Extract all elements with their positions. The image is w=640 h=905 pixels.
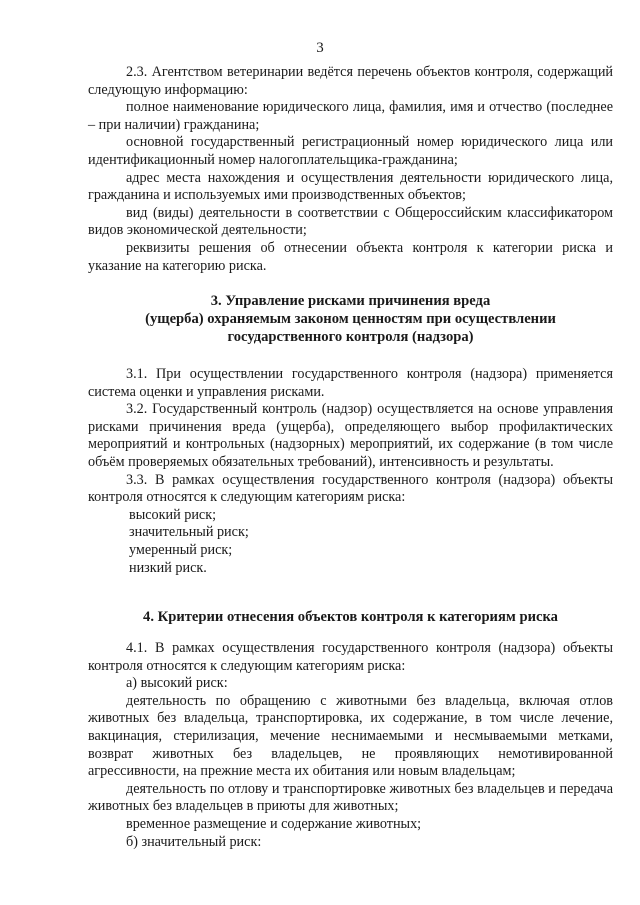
list-item: полное наименование юридического лица, фамилия, имя и отчество (последнее – при наличии) гражданина; — [88, 99, 613, 133]
section-4-body — [88, 640, 613, 851]
section-4-heading — [88, 608, 613, 626]
paragraph-3-1: 3.1. При осуществлении государственного контроля (надзора) применяется система оценки и управления рисками. — [88, 366, 613, 400]
list-item: умеренный риск; — [129, 541, 233, 558]
paragraph-3-3: 3.3. В рамках осуществления государственного контроля (надзора) объекты контроля относятся к следующим категориям риска: — [88, 471, 613, 506]
list-item: основной государственный регистрационный номер юридического лица или идентификационный номер налогоплательщика-гражданина; — [88, 134, 613, 168]
list-item: значительный риск; — [129, 524, 249, 541]
list-item: деятельность по обращению с животными без владельца, включая отлов животных без владельца, транспортировка, их содержание, в том числе лечение, вакцинация, стерилизация, мечение неснимаемыми и несмываемыми метками, возврат животных без владельцев, не проявляющих немотивированной агрессивности, на прежние места их обитания или новым владельцам; — [88, 692, 613, 780]
list-item: деятельность по отлову и транспортировке животных без владельцев и передача животных без владельцев в приюты для животных; — [88, 780, 613, 815]
paragraph-4-1: 4.1. В рамках осуществления государственного контроля (надзора) объекты контроля относятся к следующим категориям риска: — [88, 640, 613, 674]
list-item: реквизиты решения об отнесении объекта контроля к категории риска и указание на категорию риска. — [88, 239, 613, 274]
heading-line: (ущерба) охраняемым законом ценностям при осуществлении — [145, 311, 556, 327]
list-item: адрес места нахождения и осуществления деятельности юридического лица, гражданина и используемых ими производственных объектов; — [88, 169, 613, 204]
page-number: 3 — [316, 40, 324, 56]
list-item: высокий риск; — [129, 506, 217, 523]
section-2-body — [88, 64, 613, 275]
paragraph-3-2: 3.2. Государственный контроль (надзор) осуществляется на основе управления рисками причинения вреда (ущерба), определяющего выбор профилактических мероприятий и контрольных (надзорных) мероприятий, их содержание (в том числе объём проверяемых обязательных требований), интенсивность и результаты. — [88, 401, 613, 470]
list-item: низкий риск. — [129, 559, 207, 576]
heading-line: государственного контроля (надзора) — [227, 329, 474, 345]
list-item: а) высокий риск: — [126, 675, 228, 692]
list-item: временное размещение и содержание животных; — [126, 815, 422, 832]
section-3-body — [88, 366, 613, 577]
paragraph-2-3: 2.3. Агентством ветеринарии ведётся перечень объектов контроля, содержащий следующую информацию: — [88, 64, 613, 98]
list-item: б) значительный риск: — [126, 833, 262, 850]
heading-line: 3. Управление рисками причинения вреда — [210, 293, 491, 309]
section-3-heading — [88, 292, 613, 346]
list-item: вид (виды) деятельности в соответствии с Общероссийским классификатором видов экономической деятельности; — [88, 204, 613, 239]
heading-line: 4. Критерии отнесения объектов контроля к категориям риска — [143, 609, 558, 625]
